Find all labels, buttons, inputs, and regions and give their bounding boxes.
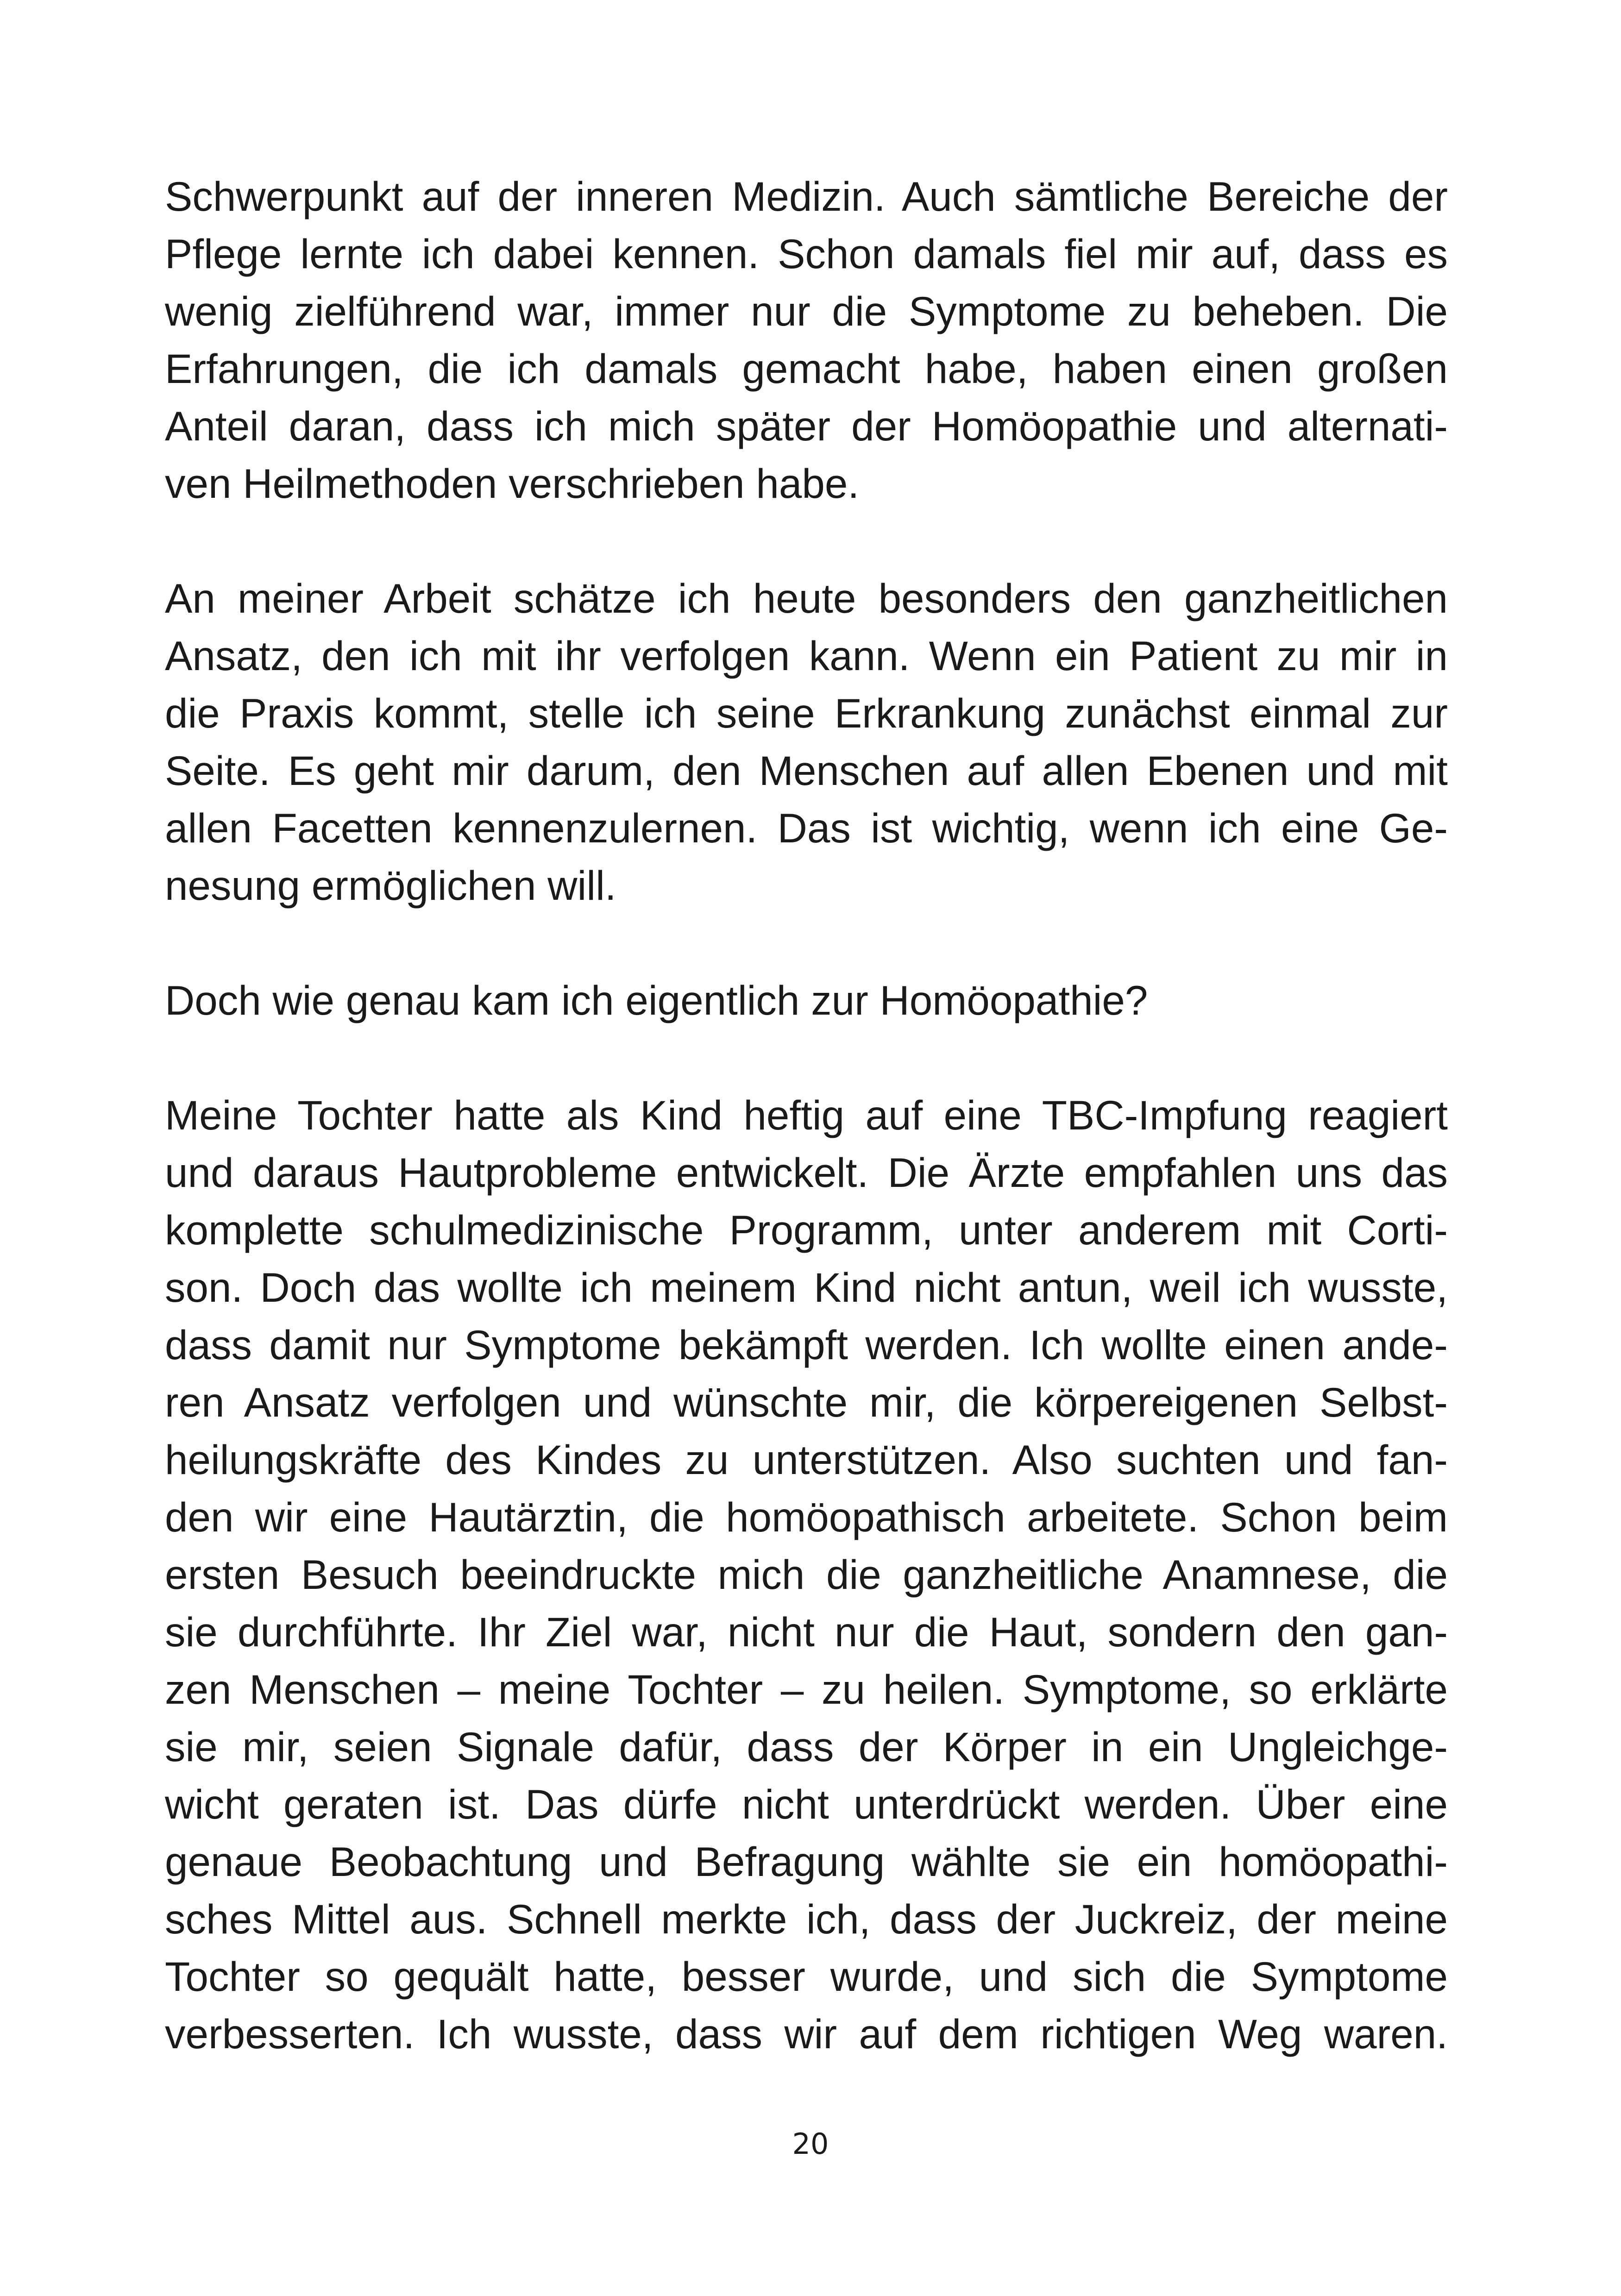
text-line: verbesserten. Ich wusste, dass wir auf dem richtigen Weg waren. — [165, 2011, 1448, 2057]
paragraph — [165, 168, 1448, 512]
text-line: nesung ermöglichen will. — [165, 862, 616, 909]
paragraph — [165, 1086, 1448, 2063]
text-line: allen Facetten kennenzulernen. Das ist wichtig, wenn ich eine Ge- — [165, 805, 1448, 851]
text-line: Erfahrungen, die ich damals gemacht habe, haben einen großen — [165, 345, 1448, 392]
paragraph — [165, 570, 1448, 914]
text-line: sches Mittel aus. Schnell merkte ich, dass der Juckreiz, der meine — [165, 1896, 1448, 1942]
text-line: wicht geraten ist. Das dürfe nicht unterdrückt werden. Über eine — [165, 1781, 1448, 1827]
text-line: Anteil daran, dass ich mich später der Homöopathie und alternati- — [165, 403, 1448, 449]
body-text — [165, 168, 1448, 2120]
text-line: wenig zielführend war, immer nur die Symptome zu beheben. Die — [165, 288, 1448, 334]
text-line: sie mir, seien Signale dafür, dass der Körper in ein Ungleichge- — [165, 1724, 1448, 1770]
text-line: Tochter so gequält hatte, besser wurde, und sich die Symptome — [165, 1953, 1448, 2000]
text-line: Ansatz, den ich mit ihr verfolgen kann. Wenn ein Patient zu mir in — [165, 633, 1448, 679]
text-line: zen Menschen – meine Tochter – zu heilen. Symptome, so erklärte — [165, 1666, 1448, 1713]
text-line: Meine Tochter hatte als Kind heftig auf eine TBC-Impfung reagiert — [165, 1092, 1448, 1138]
paragraph — [165, 972, 1448, 1029]
text-line: die Praxis kommt, stelle ich seine Erkrankung zunächst einmal zur — [165, 690, 1448, 736]
text-line: den wir eine Hautärztin, die homöopathisch arbeitete. Schon beim — [165, 1494, 1448, 1540]
text-line: genaue Beobachtung und Befragung wählte sie ein homöopathi- — [165, 1838, 1448, 1885]
text-line: sie durchführte. Ihr Ziel war, nicht nur die Haut, sondern den gan- — [165, 1609, 1448, 1655]
text-line: Pflege lernte ich dabei kennen. Schon damals fiel mir auf, dass es — [165, 231, 1448, 277]
page-number: 20 — [792, 2127, 829, 2161]
text-line: ren Ansatz verfolgen und wünschte mir, die körpereigenen Selbst- — [165, 1379, 1448, 1425]
text-line: Doch wie genau kam ich eigentlich zur Homöopathie? — [165, 977, 1148, 1023]
text-line: ven Heilmethoden verschrieben habe. — [165, 460, 860, 507]
text-line: son. Doch das wollte ich meinem Kind nicht antun, weil ich wusste, — [165, 1264, 1448, 1311]
text-line: dass damit nur Symptome bekämpft werden. Ich wollte einen ande- — [165, 1322, 1448, 1368]
text-line: ersten Besuch beeindruckte mich die ganzheitliche Anamnese, die — [165, 1551, 1448, 1598]
text-line: komplette schulmedizinische Programm, unter anderem mit Corti- — [165, 1207, 1448, 1253]
text-line: Schwerpunkt auf der inneren Medizin. Auch sämtliche Bereiche der — [165, 173, 1448, 220]
text-line: An meiner Arbeit schätze ich heute besonders den ganzheitlichen — [165, 575, 1448, 621]
text-line: und daraus Hautprobleme entwickelt. Die Ärzte empfahlen uns das — [165, 1149, 1448, 1196]
text-line: heilungskräfte des Kindes zu unterstützen. Also suchten und fan- — [165, 1437, 1448, 1483]
text-line: Seite. Es geht mir darum, den Menschen auf allen Ebenen und mit — [165, 747, 1448, 794]
